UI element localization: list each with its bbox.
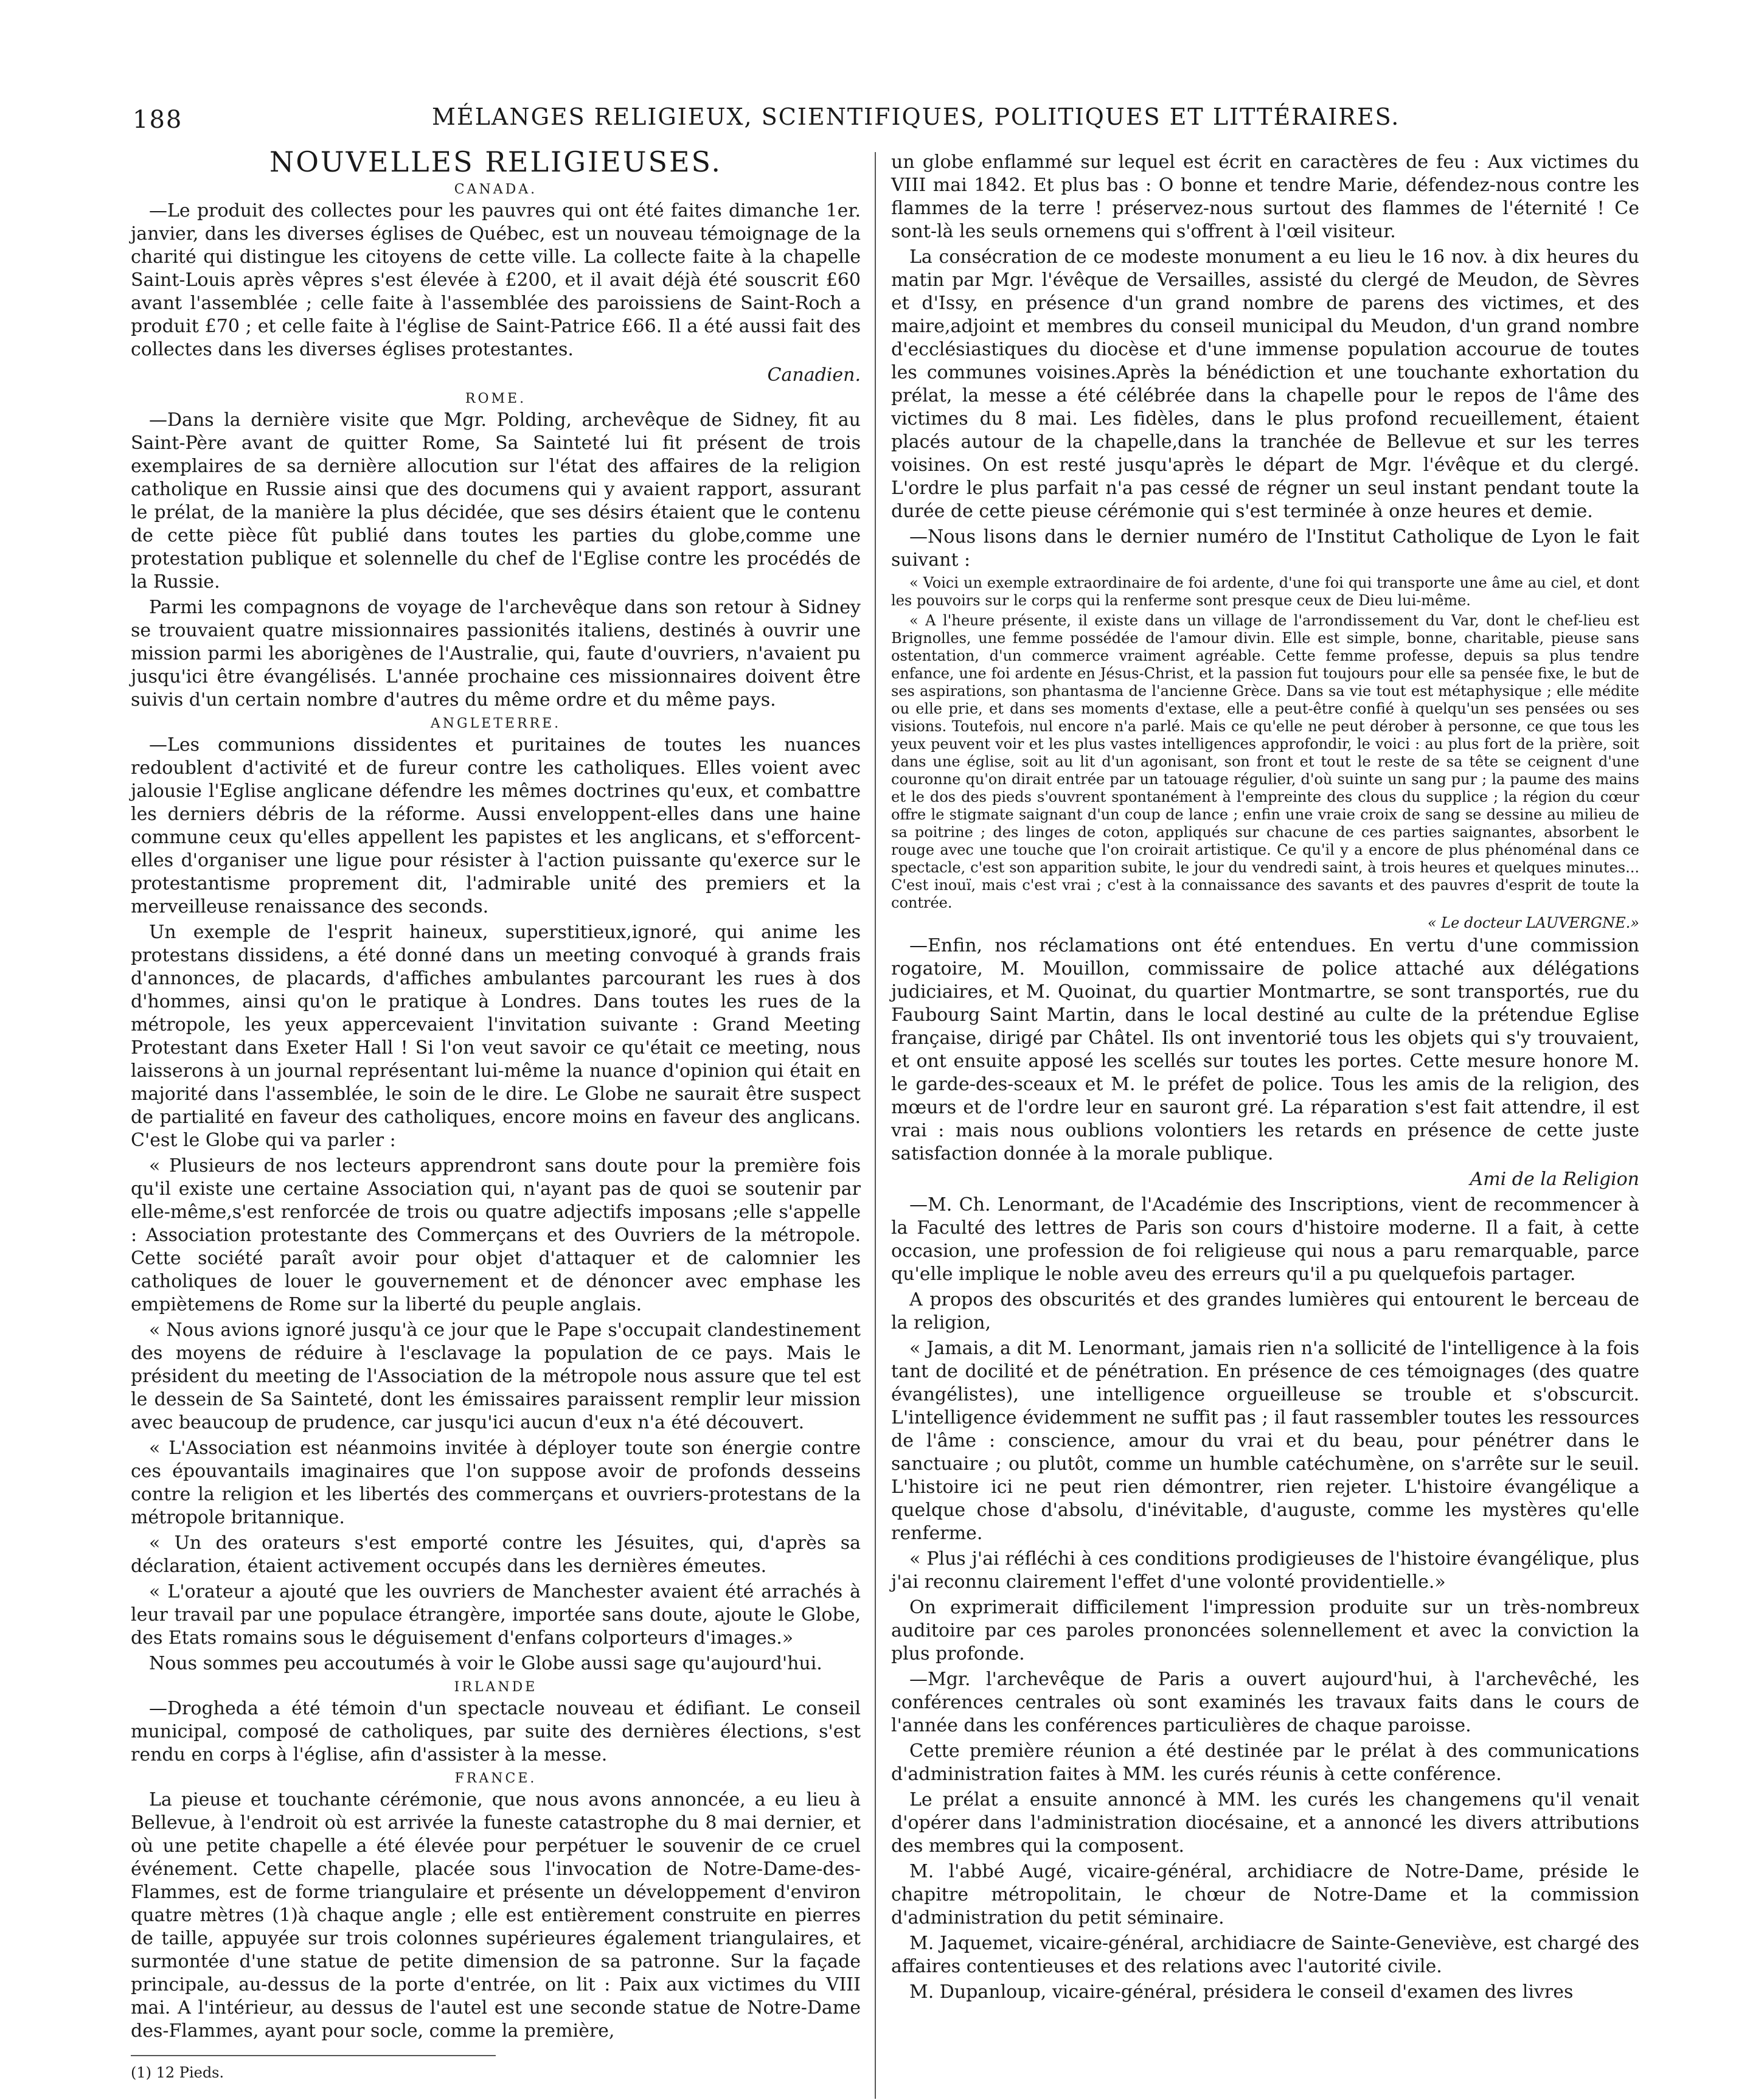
article-angleterre-p1: —Les communions dissidentes et puritaines de toutes les nuances redoublent d'activité et de fureur contre les catholiques. Elles voient avec jalousie l'Eglise anglicane défendre les mêmes doctrines qu'eux, et combattre les derniers débris de la réforme. Aussi enveloppent-elles dans une haine commune ceux qu'elles appellent les papistes et les anglicans, et s'efforcent-elles d'organiser une ligue pour résister à l'action puissante qu'exerce sur le protestantisme proprement dit, l'admirable unité des premiers et la merveilleuse renaissance des seconds. <box>131 734 861 917</box>
left-column <box>131 146 861 2084</box>
article-france-p1: La pieuse et touchante cérémonie, que nous avons annoncée, a eu lieu à Bellevue, à l'endroit où est arrivée la funeste catastrophe du 8 mai dernier, et où une petite chapelle a été élevée pour perpétuer le souvenir de ce cruel événement. Cette chapelle, placée sous l'invocation de Notre-Dame-des-Flammes, est de forme triangulaire et présente un développement d'environ quatre mètres (1)à chaque angle ; elle est entièrement construite en pierres de taille, appuyée sur trois colonnes supérieures également triangulaires, et surmontée d'une statue de petite dimension de sa patronne. Sur la façade principale, au-dessus de la porte d'entrée, on lit : Paix aux victimes du VIII mai. A l'intérieur, au dessus de l'autel est une seconde statue de Notre-Dame des-Flammes, ayant pour socle, comme la première, <box>131 1789 861 2042</box>
article-archeveque-p3: Le prélat a ensuite annoncé à MM. les curés les changemens qu'il venait d'opérer dans l'administration diocésaine, et a annoncé les divers attributions des membres qui la composent. <box>891 1789 1639 1857</box>
article-rome-p1: —Dans la dernière visite que Mgr. Polding, archevêque de Sidney, fit au Saint-Père avant de quitter Rome, Sa Sainteté lui fit présent de trois exemplaires de sa dernière allocution sur l'état des affaires de la religion catholique en Russie ainsi que des documens qui y avaient rapport, assurant le prélat, de la manière la plus décidée, que ses désirs étaient que le contenu de cette pièce fût publié dans toutes les parties du globe,comme une protestation publique et solennelle du chef de l'Eglise contre les procédés de la Russie. <box>131 409 861 593</box>
article-lenormant-p4: « Plus j'ai réfléchi à ces conditions prodigieuses de l'histoire évangélique, plus j'ai reconnu clairement l'effet d'une volonté providentielle.» <box>891 1548 1639 1593</box>
article-angleterre-p7: « L'orateur a ajouté que les ouvriers de Manchester avaient été arrachés à leur travail par une populace étrangère, importée sans doute, ajoute le Globe, des Etats romains sous le déguisement d'enfans colporteurs d'images.» <box>131 1581 861 1649</box>
article-irlande: —Drogheda a été témoin d'un spectacle nouveau et édifiant. Le conseil municipal, composé de catholiques, par suite des dernières élections, s'est rendu en corps à l'église, afin d'assister à la messe. <box>131 1698 861 1765</box>
article-archeveque-p2: Cette première réunion a été destinée par le prélat à des communications d'administration faites à MM. les curés réunis à cette conférence. <box>891 1740 1639 1785</box>
article-france-continued: un globe enflammé sur lequel est écrit en caractères de feu : Aux victimes du VIII mai 1842. Et plus bas : O bonne et tendre Marie, défendez-nous contre les flammes de la terre ! préservez-nous surtout des flammes de l'éternité ! Ce sont-là les seuls ornemens qui s'offrent à l'œil visiteur. <box>891 151 1639 242</box>
section-title: NOUVELLES RELIGIEUSES. <box>269 145 723 178</box>
footnote-rule <box>131 2055 496 2056</box>
article-angleterre-p3: « Plusieurs de nos lecteurs apprendront sans doute pour la première fois qu'il existe une certaine Association qui, n'ayant pas de quoi se soutenir par elle-même,s'est renforcée de trois ou quatre adjectifs imposans ;elle s'appelle : Association protestante des Commerçans et des Ouvriers de la métropole. Cette société paraît avoir pour objet d'attaquer et de calomnier les catholiques de louer le gouvernement et de dénoncer avec emphase les empiètemens de Rome sur la liberté du peuple anglais. <box>131 1155 861 1315</box>
article-archeveque-p1: —Mgr. l'archevêque de Paris a ouvert aujourd'hui, à l'archevêché, les conférences centrales où sont examinés les travaux faits dans le cours de l'année dans les conférences particulières de chaque paroisse. <box>891 1669 1639 1736</box>
article-consecration: La consécration de ce modeste monument a eu lieu le 16 nov. à dix heures du matin par Mgr. l'évêque de Versailles, assisté du clergé de Meudon, de Sèvres et d'Issy, en présence d'un grand nombre de parens des victimes, et des maire,adjoint et membres du conseil municipal du Meudon, d'un grand nombre d'ecclésiastiques du diocèse et d'une immense population accourue de toutes les communes voisines.Après la bénédiction et une touchante exhortation du prélat, la messe a été célébrée dans la chapelle pour le repos de l'âme des victimes du 8 mai. Les fidèles, dans le plus profond recueillement, étaient placés autour de la chapelle,dans la tranchée de Bellevue et sur les terres voisines. On est resté jusqu'après le départ de Mgr. l'évêque et du clergé. L'ordre le plus parfait n'a pas cessé de régner un seul instant pendant toute la durée de cette pieuse cérémonie qui s'est terminée à onze heures et demie. <box>891 246 1639 522</box>
quote-institut-p1: « Voici un exemple extraordinaire de foi ardente, d'une foi qui transporte une âme au ciel, et dont les pouvoirs sur le corps qui la renferme sont presque ceux de Dieu lui-même. <box>891 574 1639 609</box>
article-angleterre-p5: « L'Association est néanmoins invitée à déployer toute son énergie contre ces épouvantails imaginaires que l'on suppose avoir de profonds desseins contre la religion et les libertés des commerçans et ouvriers-protestans de la métropole britannique. <box>131 1438 861 1528</box>
footnote: (1) 12 Pieds. <box>131 2064 224 2081</box>
page-number: 188 <box>133 106 183 134</box>
heading-canada: CANADA. <box>454 182 538 197</box>
article-lenormant-p2: A propos des obscurités et des grandes lumières qui entourent le berceau de la religion, <box>891 1289 1639 1333</box>
article-lenormant-p1: —M. Ch. Lenormant, de l'Académie des Inscriptions, vient de recommencer à la Faculté des lettres de Paris son cours d'histoire moderne. Il a fait, à cette occasion, une profession de foi religieuse qui nous a paru remarquable, parce qu'elle implique le noble aveu des erreurs qu'il a pu quelquefois partager. <box>891 1194 1639 1285</box>
column-divider <box>875 152 876 2099</box>
article-archeveque-p5: M. Jaquemet, vicaire-général, archidiacre de Sainte-Geneviève, est chargé des affaires contentieuses et des relations avec l'autorité civile. <box>891 1933 1639 1977</box>
heading-angleterre: ANGLETERRE. <box>430 716 561 731</box>
article-lenormant-p3: « Jamais, a dit M. Lenormant, jamais rien n'a sollicité de l'intelligence à la fois tant de docilité et de pénétration. En présence de ces témoignages (des quatre évangélistes), une intelligence orgueilleuse se trouble et s'obscurcit. L'intelligence évidemment ne suffit pas ; il faut rassembler toutes les ressources de l'âme : conscience, amour du vrai et du beau, pour pénétrer dans le sanctuaire ; ou plutôt, comme un humble catéchumène, on s'arrête sur le seuil. L'histoire ici ne peut rien démontrer, rien rejeter. L'histoire évangélique a quelque chose d'absolu, d'inévitable, d'auguste, comme les mystères qu'elle renferme. <box>891 1338 1639 1544</box>
right-column <box>891 151 1639 2006</box>
heading-france: FRANCE. <box>454 1771 537 1786</box>
article-chatel: —Enfin, nos réclamations ont été entendues. En vertu d'une commission rogatoire, M. Mouillon, commissaire de police attaché aux délégations judiciaires, et M. Quoinat, du quartier Montmartre, se sont transportés, rue du Faubourg Saint Martin, dans le local destiné au culte de la prétendue Eglise française, dirigé par Châtel. Ils ont inventorié tous les objets qui s'y trouvaient, et ont ensuite apposé les scellés sur toutes les portes. Cette mesure honore M. le garde-des-sceaux et M. le préfet de police. Tous les amis de la religion, des mœurs et de l'ordre leur en sauront gré. La réparation s'est fait attendre, il est vrai : mais nous oublions volontiers les retards en présence de cette juste satisfaction donnée à la morale publique. <box>891 935 1639 1164</box>
article-institut-intro: —Nous lisons dans le dernier numéro de l'Institut Catholique de Lyon le fait suivant : <box>891 526 1639 571</box>
article-archeveque-p4: M. l'abbé Augé, vicaire-général, archidiacre de Notre-Dame, préside le chapitre métropolitain, le chœur de Notre-Dame et la commission d'administration du petit séminaire. <box>891 1861 1639 1928</box>
article-angleterre-p4: « Nous avions ignoré jusqu'à ce jour que le Pape s'occupait clandestinement des moyens de réduire à l'esclavage la population de ce pays. Mais le président du meeting de l'Association de la métropole nous assure que tel est le dessein de Sa Sainteté, dont les émissaires paraissent remplir leur mission avec beaucoup de prudence, car jusqu'ici aucun d'eux n'a été découvert. <box>131 1319 861 1433</box>
article-archeveque-p6: M. Dupanloup, vicaire-général, présidera le conseil d'examen des livres <box>909 1981 1574 2003</box>
quote-institut-p2: « A l'heure présente, il existe dans un village de l'arrondissement du Var, dont le chef-lieu est Brignolles, une femme possédée de l'amour divin. Elle est simple, bonne, charitable, pieuse sans ostentation, d'un commerce vraiment agréable. Cette femme professe, depuis sa plus tendre enfance, une foi ardente en Jésus-Christ, et la passion fut toujours pour elle sa pensée fixe, le but de ses aspirations, son phantasma de l'ancienne Grèce. Dans sa vie tout est métaphysique ; elle médite ou elle prie, et dans ses moments d'extase, elle a peut-être confié à quelqu'un ses pensées ou ses visions. Toutefois, nul encore n'a parlé. Mais ce qu'elle ne peut dérober à personne, ce que tous les yeux peuvent voir et les plus vastes intelligences approfondir, le voici : au plus fort de la prière, soit dans une église, soit au lit d'un agonisant, son front et tout le reste de sa tête se ceignent d'une couronne qu'on dirait entrée par un tatouage régulier, d'où suinte un sang pur ; la paume des mains et le dos des pieds s'ouvrent spontanément à l'empreinte des clous du supplice ; la région du cœur offre le stigmate saignant d'un coup de lance ; enfin une vraie croix de sang se dessine au milieu de sa poitrine ; des linges de coton, appliqués sur chacune de ces parties saignantes, absorbent le rouge avec une touche que l'on croirait artistique. Ce qu'il y a encore de plus phénoménal dans ce spectacle, c'est son apparition subite, le jour du vendredi saint, à trois heures et quelques minutes... C'est inouï, mais c'est vrai ; c'est à la connaissance des savants et des pauvres d'esprit de toute la contrée. <box>891 612 1639 911</box>
article-angleterre-p6: « Un des orateurs s'est emporté contre les Jésuites, qui, d'après sa déclaration, étaient activement occupés dans les dernières émeutes. <box>131 1532 861 1577</box>
article-angleterre-p2: Un exemple de l'esprit haineux, superstitieux,ignoré, qui anime les protestans dissidens, a été donné dans un meeting convoqué à grands frais d'annonces, de placards, d'affiches ambulantes parcourant les rues à dos d'hommes, ainsi qu'on le pratique à Londres. Dans toutes les rues de la métropole, les yeux appercevaient l'invitation suivante : Grand Meeting Protestant dans Exeter Hall ! Si l'on veut savoir ce qu'était ce meeting, nous laisserons à un journal représentant lui-même la nuance d'opinion qui était en majorité dans l'assemblée, le soin de le dire. Le Globe ne saurait être suspect de partialité en faveur des catholiques, encore moins en faveur des anglicans. C'est le Globe qui va parler : <box>131 922 861 1151</box>
running-head: MÉLANGES RELIGIEUX, SCIENTIFIQUES, POLITIQUES ET LITTÉRAIRES. <box>432 103 1400 130</box>
heading-rome: ROME. <box>465 391 527 406</box>
heading-irlande: IRLANDE <box>454 1680 538 1695</box>
article-rome-p2: Parmi les compagnons de voyage de l'archevêque dans son retour à Sidney se trouvaient quatre missionnaires passionités italiens, destinés à ouvrir une mission parmi les aborigènes de l'Australie, qui, faute d'ouvriers, n'avaient pu jusqu'ici être évangélisés. L'année prochaine ces missionnaires doivent être suivis d'un certain nombre d'autres du même ordre et du même pays. <box>131 597 861 711</box>
credit-lauvergne: « Le docteur LAUVERGNE.» <box>1427 914 1639 931</box>
credit-ami-religion: Ami de la Religion <box>1470 1169 1639 1190</box>
article-lenormant-p5: On exprimerait difficilement l'impression produite sur un très-nombreux auditoire par ces paroles prononcées solennellement et avec la conviction la plus profonde. <box>891 1597 1639 1664</box>
credit-canadien: Canadien. <box>767 364 861 386</box>
article-canada: —Le produit des collectes pour les pauvres qui ont été faites dimanche 1er. janvier, dans les diverses églises de Québec, est un nouveau témoignage de la charité qui distingue les citoyens de cette ville. La collecte faite à la chapelle Saint-Louis après vêpres s'est élevée à £200, et il avait déjà été souscrit £60 avant l'assemblée ; celle faite à l'assemblée des paroissiens de Saint-Roch a produit £70 ; et celle faite à l'église de Saint-Patrice £66. Il a été aussi fait des collectes dans les diverses églises protestantes. <box>131 200 861 360</box>
article-angleterre-p8: Nous sommes peu accoutumés à voir le Globe aussi sage qu'aujourd'hui. <box>149 1653 822 1674</box>
